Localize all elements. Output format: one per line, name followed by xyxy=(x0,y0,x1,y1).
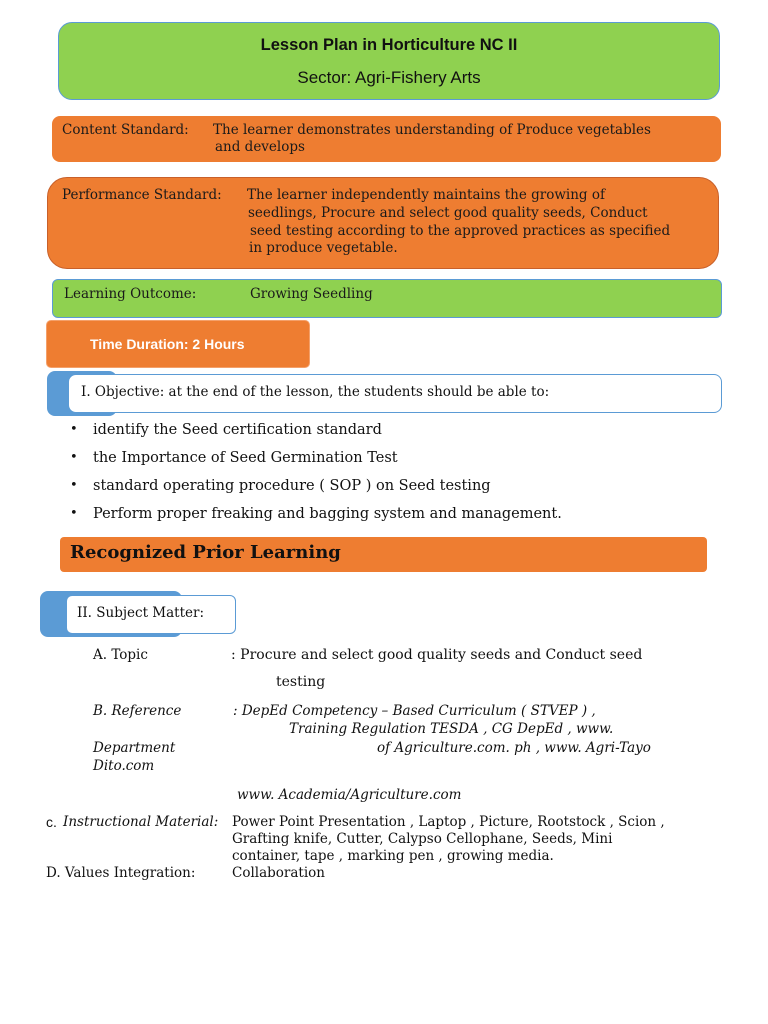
values-value: Collaboration xyxy=(232,865,325,881)
reference-line-3a: Department xyxy=(93,740,176,756)
list-item: • the Importance of Seed Germination Test xyxy=(70,446,562,474)
list-item: • Perform proper freaking and bagging system and management. xyxy=(70,502,562,530)
topic-label: A. Topic xyxy=(93,647,148,663)
sector-label: Sector: Agri-Fishery Arts xyxy=(297,68,481,87)
reference-line-5: www. Academia/Agriculture.com xyxy=(237,787,462,803)
time-duration-box xyxy=(46,320,310,368)
topic-value-line-1: : Procure and select good quality seeds and Conduct seed xyxy=(231,647,643,663)
reference-line-3b: of Agriculture.com. ph , www. Agri-Tayo xyxy=(377,740,651,756)
performance-standard-line-1: The learner independently maintains the growing of xyxy=(247,187,605,203)
title-banner xyxy=(58,22,720,100)
instructional-line-2: Grafting knife, Cutter, Calypso Cellophane, Seeds, Mini xyxy=(232,831,613,847)
instructional-label: Instructional Material: xyxy=(63,814,219,830)
list-item: • identify the Seed certification standard xyxy=(70,418,562,446)
recognized-prior-learning-heading: Recognized Prior Learning xyxy=(70,542,341,563)
recognized-prior-learning-box xyxy=(60,537,707,572)
time-duration-label: Time Duration: 2 Hours xyxy=(90,336,245,352)
values-label: D. Values Integration: xyxy=(46,865,196,881)
topic-value-line-2: testing xyxy=(276,674,326,690)
content-standard-line-2: and develops xyxy=(215,139,305,155)
objective-heading: I. Objective: at the end of the lesson, the students should be able to: xyxy=(81,384,550,400)
reference-line-4: Dito.com xyxy=(93,758,155,774)
reference-line-2: Training Regulation TESDA , CG DepEd , www. xyxy=(289,721,614,737)
performance-standard-line-2: seedlings, Procure and select good quality seeds, Conduct xyxy=(248,205,648,221)
instructional-line-3: container, tape , marking pen , growing media. xyxy=(232,848,554,864)
performance-standard-label: Performance Standard: xyxy=(62,187,222,203)
performance-standard-line-3: seed testing according to the approved practices as specified xyxy=(250,223,671,239)
reference-label: B. Reference xyxy=(93,703,182,719)
content-standard-label: Content Standard: xyxy=(62,122,189,138)
content-standard-line-1: The learner demonstrates understanding of Produce vegetables xyxy=(213,122,651,138)
list-item: • standard operating procedure ( SOP ) on Seed testing xyxy=(70,474,562,502)
reference-line-1: : DepEd Competency – Based Curriculum ( STVEP ) , xyxy=(233,703,596,719)
learning-outcome-value: Growing Seedling xyxy=(250,286,373,302)
instructional-line-1: Power Point Presentation , Laptop , Picture, Rootstock , Scion , xyxy=(232,814,665,830)
performance-standard-line-4: in produce vegetable. xyxy=(249,240,398,256)
instructional-prefix: c. xyxy=(46,814,57,830)
objective-list xyxy=(70,418,562,530)
page-title: Lesson Plan in Horticulture NC II xyxy=(260,36,518,54)
learning-outcome-label: Learning Outcome: xyxy=(64,286,197,302)
subject-matter-heading: II. Subject Matter: xyxy=(77,605,204,621)
